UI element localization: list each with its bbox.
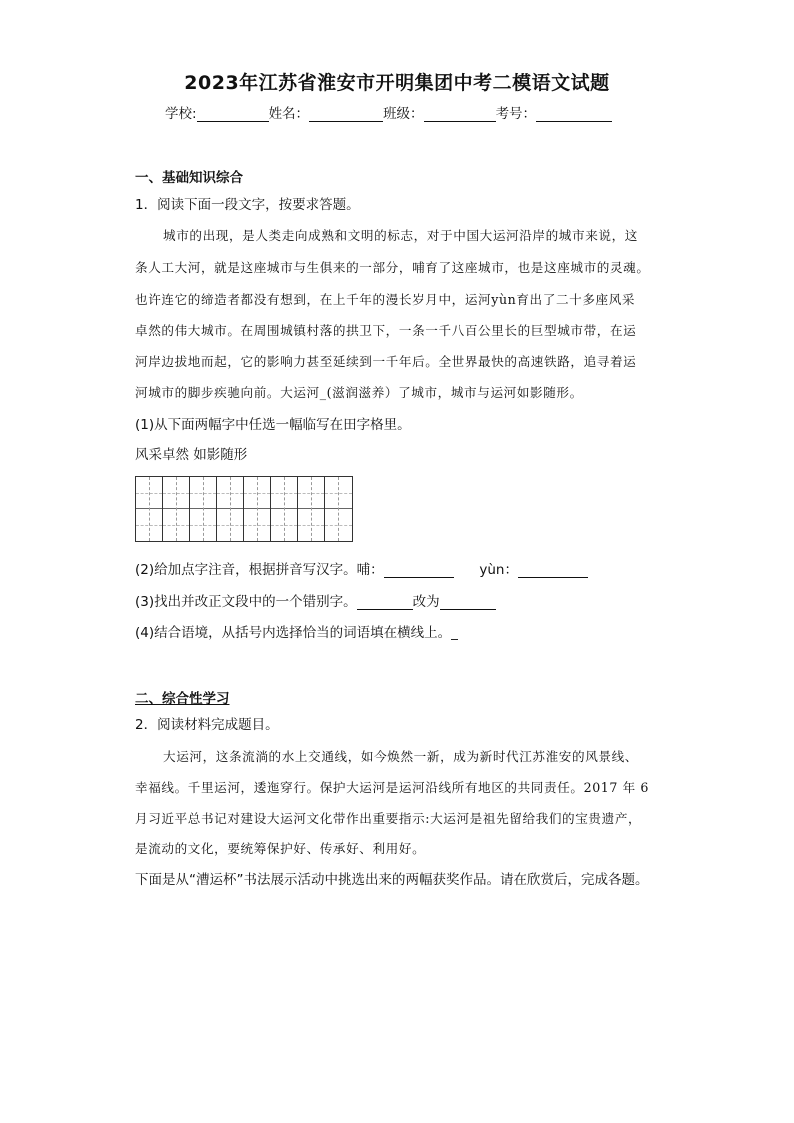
closing-instruction: 下面是从“漕运杯”书法展示活动中挑选出来的两幅获奖作品。请在欣赏后，完成各题。: [135, 872, 649, 888]
grid-cell[interactable]: [325, 477, 352, 541]
passage1-line: 卓然的伟大城市。在周围城镇村落的拱卫下，一条一千八百公里长的巨型城市带，在运: [135, 323, 637, 338]
name-blank[interactable]: [309, 107, 383, 122]
passage1-line: 也许连它的缔造者都没有想到，在上千年的漫长岁月中，运河yùn育出了二十多座风采: [135, 292, 636, 307]
class-blank[interactable]: [424, 107, 496, 122]
tianzige-grid[interactable]: [135, 476, 353, 542]
sub-question-3: [135, 590, 496, 610]
name-label: 姓名：: [268, 106, 310, 122]
correct-char-blank[interactable]: [440, 595, 496, 610]
sub-question-4: (4)结合语境，从括号内选择恰当的词语填在横线上。_: [135, 625, 458, 641]
passage1-line: 河城市的脚步疾驰向前。大运河_(滋润滋养）了城市，城市与运河如影随形。: [135, 385, 583, 400]
passage1-line: 河岸边拔地而起，它的影响力甚至延续到一千年后。全世界最快的高速铁路，追寻着运: [135, 354, 637, 369]
passage1-line: 条人工大河，就是这座城市与生俱来的一部分，哺育了这座城市，也是这座城市的灵魂。: [135, 260, 650, 275]
exam-no-label: 考号：: [495, 106, 537, 122]
passage2-line: 幸福线。千里运河，逶迤穿行。保护大运河是运河沿线所有地区的共同责任。2017 年 6: [135, 780, 650, 795]
grid-cell[interactable]: [136, 477, 163, 541]
passage2-line: 大运河，这条流淌的水上交通线，如今焕然一新，成为新时代江苏淮安的风景线、: [163, 749, 638, 764]
exam-no-blank[interactable]: [536, 107, 612, 122]
grid-cell[interactable]: [271, 477, 298, 541]
section1-heading: 一、基础知识综合: [135, 170, 243, 186]
pinyin-blank[interactable]: [384, 563, 454, 578]
calligraphy-options: 风采卓然 如影随形: [135, 447, 248, 463]
sub2-text: (2)给加点字注音，根据拼音写汉字。哺：: [135, 562, 384, 578]
question1-stem: 1．阅读下面一段文字，按要求答题。: [135, 197, 360, 213]
grid-cell[interactable]: [298, 477, 325, 541]
question2-stem: 2．阅读材料完成题目。: [135, 717, 279, 733]
passage1-line: 城市的出现，是人类走向成熟和文明的标志，对于中国大运河沿岸的城市来说，这: [163, 228, 638, 243]
page-title: 2023年江苏省淮安市开明集团中考二模语文试题: [184, 72, 610, 94]
sub2-yun: yùn：: [479, 562, 518, 578]
passage2-line: 月习近平总书记对建设大运河文化带作出重要指示:大运河是祖先留给我们的宝贵遗产，: [135, 811, 642, 826]
sub3-mid: 改为: [412, 594, 440, 610]
passage2-line: 是流动的文化，要统筹保护好、传承好、利用好。: [135, 841, 426, 856]
grid-cell[interactable]: [217, 477, 244, 541]
wrong-char-blank[interactable]: [357, 595, 413, 610]
student-info-line: [165, 102, 612, 122]
sub3-text: (3)找出并改正文段中的一个错别字。: [135, 594, 357, 610]
class-label: 班级：: [383, 106, 424, 122]
sub-question-2: [135, 558, 588, 578]
hanzi-blank[interactable]: [518, 563, 588, 578]
school-label: 学校:: [165, 106, 197, 122]
sub-question-1: (1)从下面两幅字中任选一幅临写在田字格里。: [135, 417, 411, 433]
section2-heading: 二、综合性学习: [135, 691, 230, 707]
grid-cell[interactable]: [244, 477, 271, 541]
school-blank[interactable]: [197, 107, 269, 122]
grid-cell[interactable]: [190, 477, 217, 541]
grid-cell[interactable]: [163, 477, 190, 541]
